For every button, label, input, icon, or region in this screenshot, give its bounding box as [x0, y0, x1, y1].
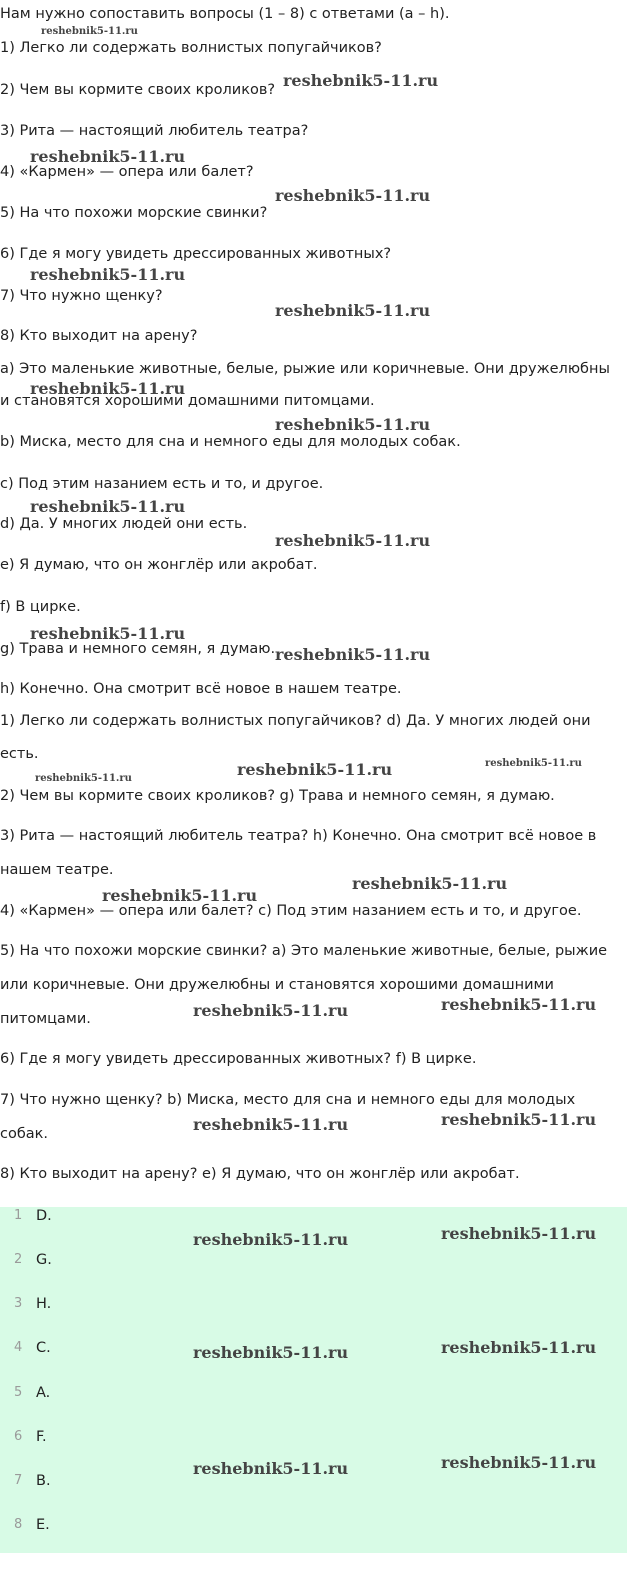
answer-value: G.: [36, 1252, 52, 1268]
answer-table: [0, 1207, 627, 1553]
watermark: reshebnik5-11.ru: [41, 26, 138, 37]
watermark: reshebnik5-11.ru: [193, 1459, 349, 1478]
match-5-line-2: или коричневые. Они дружелюбны и становятся хорошими домашними: [0, 977, 554, 993]
watermark: reshebnik5-11.ru: [193, 1001, 349, 1020]
watermark: reshebnik5-11.ru: [193, 1115, 349, 1134]
option-d: d) Да. У многих людей они есть.: [0, 516, 248, 532]
answer-number: 4: [14, 1340, 23, 1355]
answer-row: [0, 1429, 627, 1451]
answer-value: E.: [36, 1517, 50, 1533]
watermark: reshebnik5-11.ru: [275, 301, 431, 320]
watermark: reshebnik5-11.ru: [352, 874, 508, 893]
match-5-line-3: питомцами.: [0, 1011, 91, 1027]
watermark: reshebnik5-11.ru: [275, 645, 431, 664]
match-7-line-1: 7) Что нужно щенку? b) Миска, место для сна и немного еды для молодых: [0, 1092, 576, 1108]
question-5: 5) На что похожи морские свинки?: [0, 205, 268, 221]
option-b: b) Миска, место для сна и немного еды для молодых собак.: [0, 434, 461, 450]
question-3: 3) Рита — настоящий любитель театра?: [0, 123, 309, 139]
watermark: reshebnik5-11.ru: [441, 1110, 597, 1129]
match-2: 2) Чем вы кормите своих кроликов? g) Трава и немного семян, я думаю.: [0, 788, 555, 804]
answer-row: [0, 1252, 627, 1274]
watermark: reshebnik5-11.ru: [275, 531, 431, 550]
watermark: reshebnik5-11.ru: [30, 624, 186, 643]
question-7: 7) Что нужно щенку?: [0, 288, 163, 304]
option-g: g) Трава и немного семян, я думаю.: [0, 641, 276, 657]
watermark: reshebnik5-11.ru: [441, 995, 597, 1014]
answer-value: A.: [36, 1385, 51, 1401]
watermark: reshebnik5-11.ru: [275, 415, 431, 434]
watermark: reshebnik5-11.ru: [30, 147, 186, 166]
watermark: reshebnik5-11.ru: [441, 1224, 597, 1243]
answer-number: 2: [14, 1252, 23, 1267]
answer-row: [0, 1296, 627, 1318]
match-5-line-1: 5) На что похожи морские свинки? a) Это маленькие животные, белые, рыжие: [0, 943, 608, 959]
question-1: 1) Легко ли содержать волнистых попугайчиков?: [0, 40, 382, 56]
question-4: 4) «Кармен» — опера или балет?: [0, 164, 254, 180]
watermark: reshebnik5-11.ru: [30, 497, 186, 516]
match-6: 6) Где я могу увидеть дрессированных животных? f) В цирке.: [0, 1051, 477, 1067]
watermark: reshebnik5-11.ru: [30, 379, 186, 398]
answer-number: 5: [14, 1385, 23, 1400]
watermark: reshebnik5-11.ru: [193, 1343, 349, 1362]
watermark: reshebnik5-11.ru: [102, 886, 258, 905]
match-4: 4) «Кармен» — опера или балет? c) Под этим назанием есть и то, и другое.: [0, 903, 582, 919]
option-f: f) В цирке.: [0, 599, 81, 615]
question-8: 8) Кто выходит на арену?: [0, 328, 198, 344]
question-6: 6) Где я могу увидеть дрессированных животных?: [0, 246, 392, 262]
match-1-line-1: 1) Легко ли содержать волнистых попугайчиков? d) Да. У многих людей они: [0, 713, 591, 729]
option-c: c) Под этим назанием есть и то, и другое.: [0, 476, 324, 492]
answer-value: B.: [36, 1473, 51, 1489]
option-e: e) Я думаю, что он жонглёр или акробат.: [0, 557, 318, 573]
answer-number: 3: [14, 1296, 23, 1311]
watermark: reshebnik5-11.ru: [485, 758, 582, 769]
answer-number: 7: [14, 1473, 23, 1488]
watermark: reshebnik5-11.ru: [283, 71, 439, 90]
answer-row: [0, 1517, 627, 1539]
answer-number: 6: [14, 1429, 23, 1444]
option-a-line-2: и становятся хорошими домашними питомцами.: [0, 393, 375, 409]
instruction-text: Нам нужно сопоставить вопросы (1 – 8) с ответами (a – h).: [0, 6, 450, 22]
watermark: reshebnik5-11.ru: [30, 265, 186, 284]
option-a-line-1: a) Это маленькие животные, белые, рыжие или коричневые. Они дружелюбны: [0, 361, 610, 377]
match-1-line-2: есть.: [0, 746, 39, 762]
answer-row: [0, 1385, 627, 1407]
answer-value: F.: [36, 1429, 47, 1445]
watermark: reshebnik5-11.ru: [441, 1453, 597, 1472]
option-h: h) Конечно. Она смотрит всё новое в нашем театре.: [0, 681, 402, 697]
answer-number: 8: [14, 1517, 23, 1532]
answer-value: D.: [36, 1208, 52, 1224]
watermark: reshebnik5-11.ru: [237, 760, 393, 779]
answer-value: C.: [36, 1340, 51, 1356]
match-8: 8) Кто выходит на арену? e) Я думаю, что он жонглёр или акробат.: [0, 1166, 520, 1182]
match-3-line-2: нашем театре.: [0, 862, 114, 878]
match-7-line-2: собак.: [0, 1126, 49, 1142]
watermark: reshebnik5-11.ru: [441, 1338, 597, 1357]
answer-value: H.: [36, 1296, 52, 1312]
watermark: reshebnik5-11.ru: [193, 1230, 349, 1249]
watermark: reshebnik5-11.ru: [35, 773, 132, 784]
answer-number: 1: [14, 1208, 23, 1223]
match-3-line-1: 3) Рита — настоящий любитель театра? h) Конечно. Она смотрит всё новое в: [0, 828, 597, 844]
question-2: 2) Чем вы кормите своих кроликов?: [0, 82, 276, 98]
watermark: reshebnik5-11.ru: [275, 186, 431, 205]
